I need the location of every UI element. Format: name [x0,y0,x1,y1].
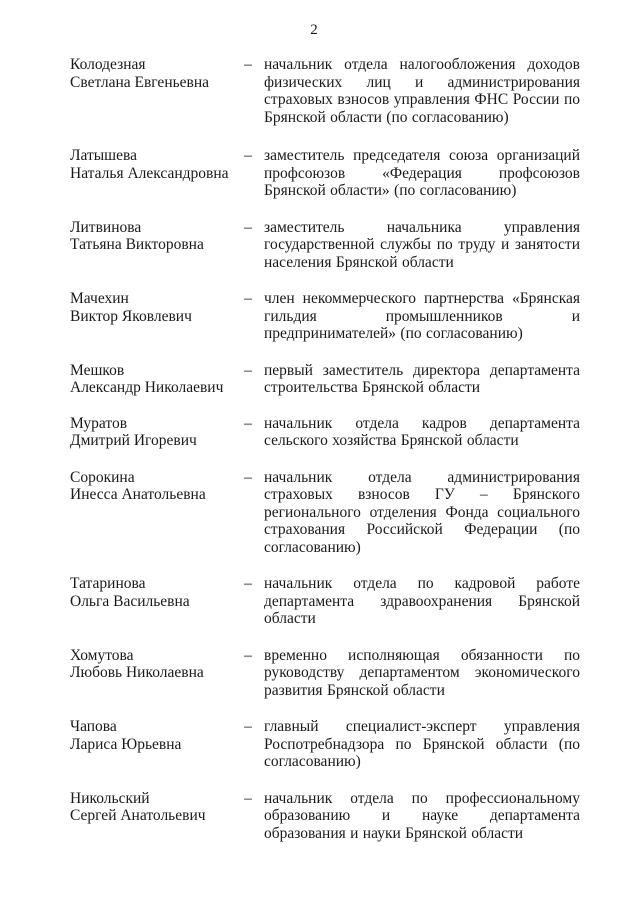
member-name: Муратов Дмитрий Игоревич [70,414,197,449]
member-position: первый заместитель директора департамента строительства Брянской области [264,361,580,396]
member-name: Никольский Сергей Анатольевич [70,789,206,824]
member-name: Татаринова Ольга Васильевна [70,575,190,610]
list-item [70,575,580,628]
list-item [70,790,580,843]
dash-separator: – [244,56,252,73]
member-name: Мачехин Виктор Яковлевич [70,290,192,325]
member-position: заместитель начальника управления государственной службы по труду и занятости населения Брянской области [264,218,580,271]
member-position: главный специалист-эксперт управления Роспотребнадзора по Брянской области (по согласованию) [264,718,580,770]
member-name: Сорокина Инесса Анатольевна [70,468,206,503]
dash-separator: – [244,147,252,164]
member-name: Литвинова Татьяна Викторовна [70,218,204,253]
member-position: начальник отдела по профессиональному образованию и науке департамента образования и науки Брянской области [264,789,580,842]
member-position: начальник отдела кадров департамента сельского хозяйства Брянской области [264,414,580,449]
member-position: член некоммерческого партнерства «Брянская гильдия промышленников и предпринимателей» (по согласованию) [264,290,580,342]
list-item [70,718,580,771]
dash-separator: – [244,414,252,432]
dash-separator: – [244,646,252,664]
dash-separator: – [244,789,252,807]
list-item [70,219,580,272]
list-item [70,362,580,397]
member-position: начальник отдела по кадровой работе департамента здравоохранения Брянской области [264,575,580,627]
member-name: Хомутова Любовь Николаевна [70,646,204,681]
dash-separator: – [244,290,252,307]
member-position: начальник отдела администрирования страховых взносов ГУ – Брянского регионального отделения Фонда социального страхования Российской Федерации (по согласованию) [264,468,580,556]
member-name: Чапова Лариса Юрьевна [70,718,182,753]
list-item [70,469,580,557]
dash-separator: – [244,718,252,735]
dash-separator: – [244,468,252,486]
member-position: заместитель председателя союза организаций профсоюзов «Федерация профсоюзов Брянской области» (по согласованию) [264,147,580,199]
dash-separator: – [244,361,252,379]
member-list [70,56,580,842]
list-item [70,415,580,450]
member-position: начальник отдела налогообложения доходов физических лиц и администрирования страховых взносов управления ФНС России по Брянской области (по согласованию) [264,56,580,126]
member-name: Колодезная Светлана Евгеньевна [70,56,210,91]
member-position: временно исполняющая обязанности по руководству департаментом экономического развития Брянской области [264,646,580,699]
page-number: 2 [310,22,318,38]
member-name: Мешков Александр Николаевич [70,361,224,396]
dash-separator: – [244,218,252,236]
list-item [70,647,580,700]
list-item [70,56,580,126]
dash-separator: – [244,575,252,592]
list-item [70,147,580,200]
member-name: Латышева Наталья Александровна [70,147,229,182]
list-item [70,290,580,343]
